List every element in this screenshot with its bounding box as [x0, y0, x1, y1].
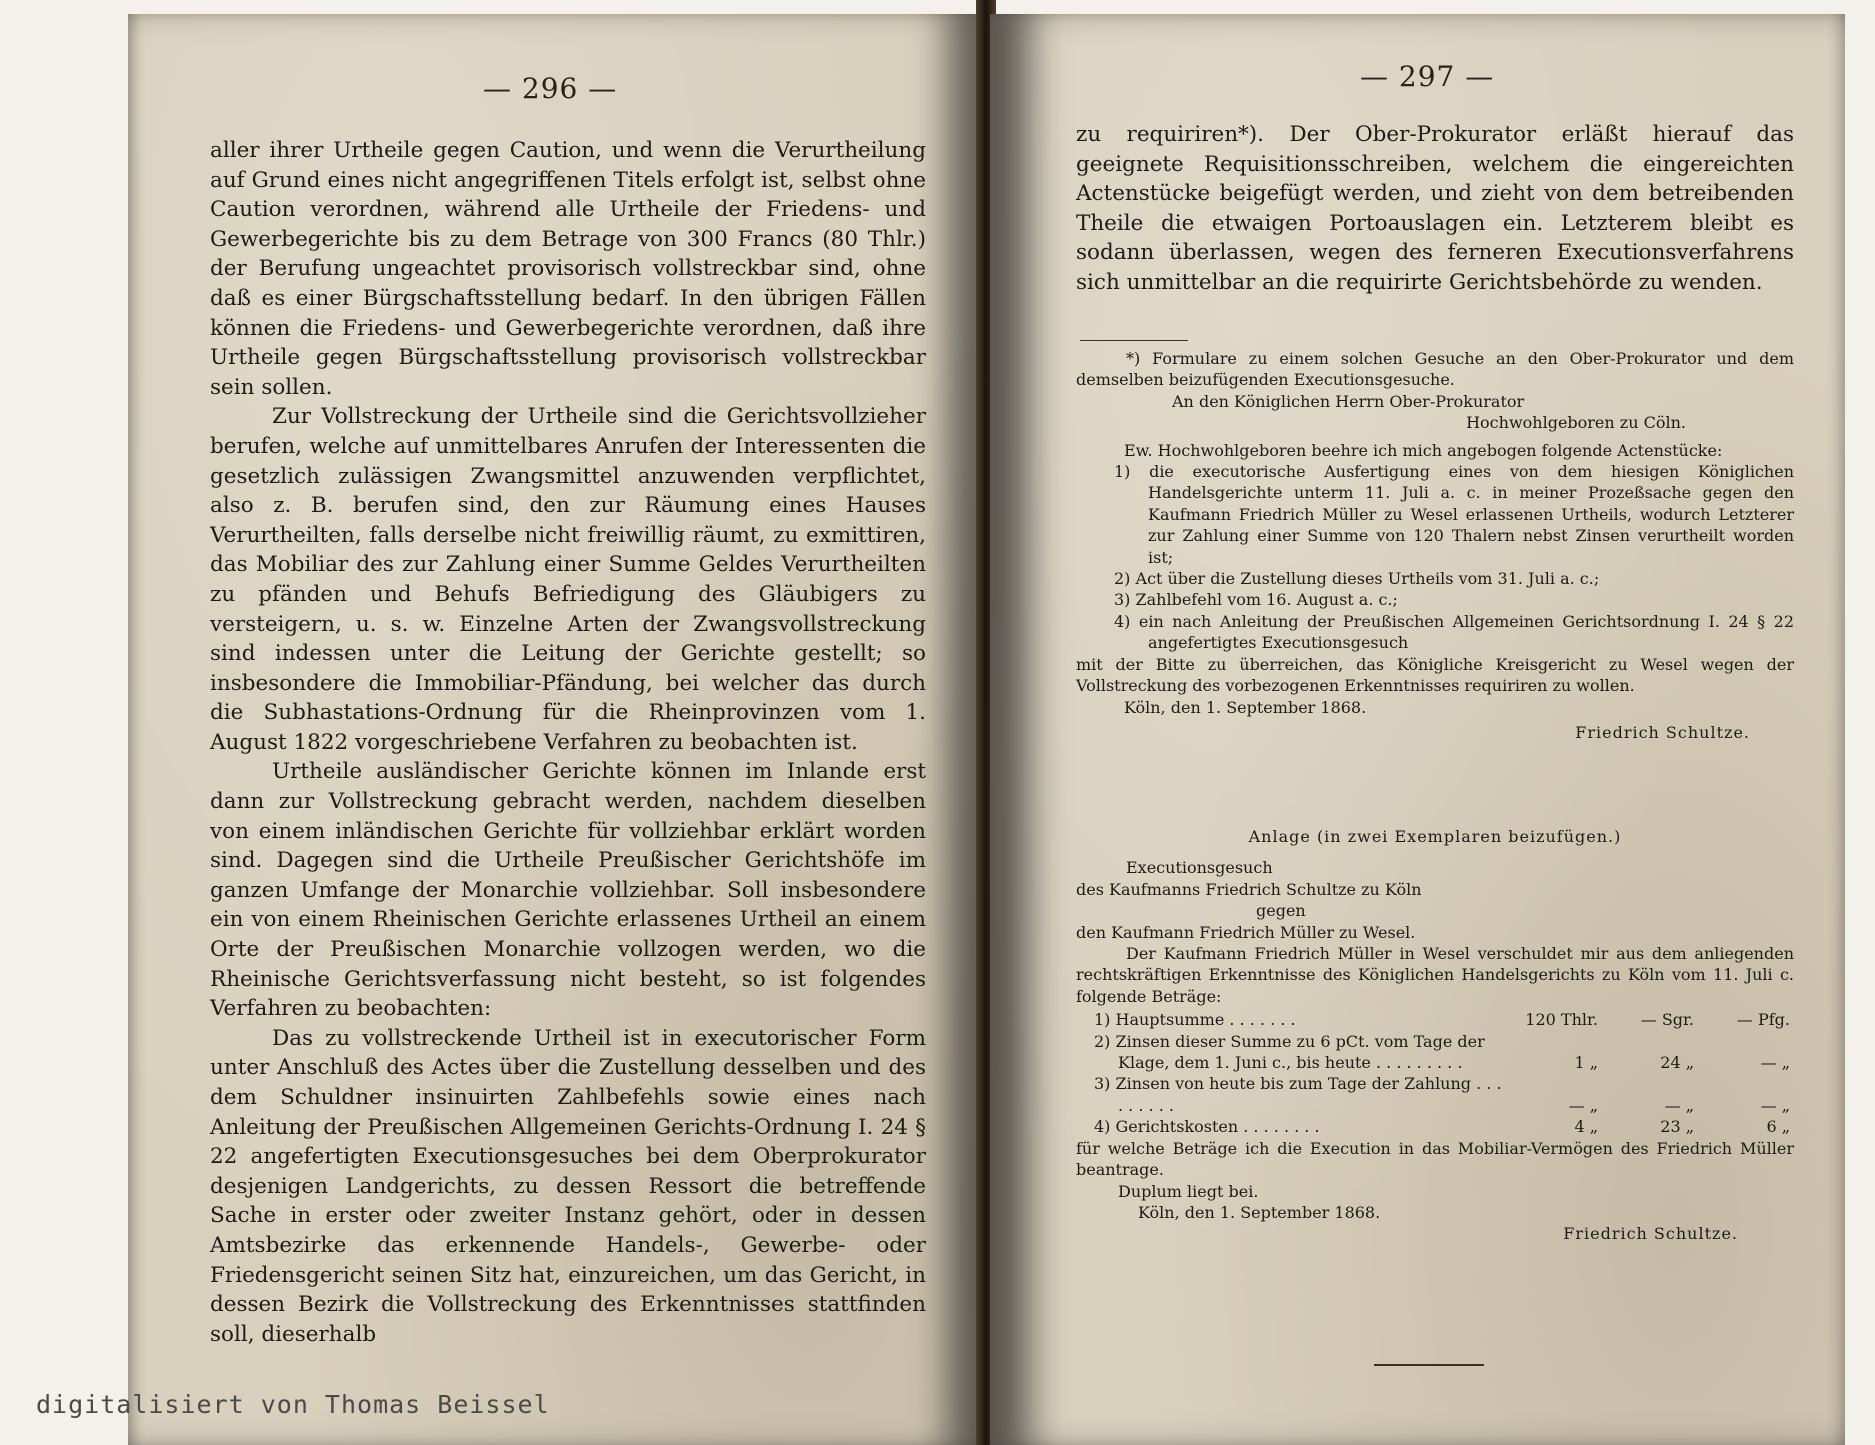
- annex-duplicate-note: Duplum liegt bei.: [1118, 1181, 1259, 1201]
- amount-thaler: 4 „: [1574, 1117, 1598, 1137]
- paragraph-4: Das zu vollstreckende Urtheil ist in executorischer Form unter Anschluß des Actes über die Zustellung desselben und des dem Schuldner insinuirten Zahlbefehls sowie eines nach Anleitung der Preußischen Allgemeinen Gerichts-Ordnung I. 24 § 22 angefertigten Executionsgesuches bei dem Oberprokurator desjenigen Landgerichts, zu dessen Ressort die betreffende Sache in erster oder zweiter Instanz gehört, oder in dessen Amtsbezirke das erkennende Handels-, Gewerbe- oder Friedensgericht seinen Sitz hat, einzureichen, um das Gericht, in dessen Bezirk die Vollstreckung des Erkenntnisses stattfinden soll, dieserhalb: [210, 1025, 926, 1347]
- amount-pfennig: — „: [1760, 1053, 1790, 1073]
- amount-row-label: 3) Zinsen von heute bis zum Tage der Zahlung . . . . . . . . .: [1094, 1074, 1502, 1115]
- footnote: [1076, 348, 1794, 743]
- annex-signature: Friedrich Schultze.: [1563, 1224, 1738, 1244]
- enclosure-item-2: 2) Act über die Zustellung dieses Urtheils vom 31. Juli a. c.;: [1114, 569, 1600, 589]
- amount-thaler: — „: [1568, 1095, 1598, 1115]
- amount-row: [1076, 1073, 1794, 1116]
- amounts-table: [1076, 1009, 1794, 1137]
- amount-thaler: 120 Thlr.: [1525, 1010, 1598, 1030]
- letter-request: mit der Bitte zu überreichen, das Königliche Kreisgericht zu Wesel wegen der Vollstreckung des vorbezogenen Erkenntnisses requiriren zu wollen.: [1076, 654, 1794, 696]
- letter-salutation: Ew. Hochwohlgeboren beehre ich mich angebogen folgende Actenstücke:: [1124, 440, 1723, 460]
- annex-claim: Der Kaufmann Friedrich Müller in Wesel verschuldet mir aus dem anliegenden rechtskräftigen Erkenntnisse des Königlichen Handelsgerichts zu Köln vom 11. Juli c. folgende Beträge:: [1076, 944, 1794, 1006]
- amount-pfennig: — Pfg.: [1736, 1010, 1790, 1030]
- annex-place-date: Köln, den 1. September 1868.: [1138, 1202, 1381, 1222]
- paragraph-1: aller ihrer Urtheile gegen Caution, und wenn die Verurtheilung auf Grund eines nicht angegriffenen Titels erfolgt ist, selbst ohne Caution verordnen, während alle Urtheile der Friedens- und Gewerbegerichte bis zu dem Betrage von 300 Francs (80 Thlr.) der Berufung ungeachtet provisorisch vollstreckbar sind, ohne daß es einer Bürgschaftsstellung bedarf. In den übrigen Fällen können die Friedens- und Gewerbegerichte verordnen, daß ihre Urtheile gegen Bürgschaftsstellung provisorisch vollstreckbar sein sollen.: [210, 138, 926, 400]
- letter-signature: Friedrich Schultze.: [1575, 722, 1750, 742]
- amount-row-label: 4) Gerichtskosten . . . . . . . .: [1094, 1117, 1320, 1137]
- right-page-body: [1076, 120, 1794, 298]
- amount-pfennig: — „: [1760, 1095, 1790, 1115]
- letter-place-date: Köln, den 1. September 1868.: [1124, 697, 1367, 717]
- letter-address-line-2: Hochwohlgeboren zu Cöln.: [1466, 413, 1686, 433]
- closing-rule: [1374, 1364, 1484, 1366]
- page-number-297: — 297 —: [1360, 60, 1495, 93]
- annex-heading-line-4: den Kaufmann Friedrich Müller zu Wesel.: [1076, 922, 1416, 942]
- annex-heading-line-3: gegen: [1256, 901, 1306, 921]
- left-page: [128, 14, 980, 1445]
- digitization-watermark: digitalisiert von Thomas Beissel: [36, 1390, 550, 1419]
- letter-address-line-1: An den Königlichen Herrn Ober-Prokurator: [1172, 391, 1525, 411]
- amount-row-label: 2) Zinsen dieser Summe zu 6 pCt. vom Tage der Klage, dem 1. Juni c., bis heute . . . . . . . . .: [1094, 1031, 1485, 1073]
- enclosure-item-3: 3) Zahlbefehl vom 16. August a. c.;: [1114, 590, 1398, 610]
- annex-form: [1076, 826, 1794, 1245]
- annex-heading-line-2: des Kaufmanns Friedrich Schultze zu Köln: [1076, 879, 1422, 899]
- amount-silbergroschen: — „: [1664, 1095, 1694, 1115]
- page-number-296: — 296 —: [483, 72, 618, 105]
- footnote-rule: [1080, 340, 1188, 341]
- annex-request: für welche Beträge ich die Execution in das Mobiliar-Vermögen des Friedrich Müller beantrage.: [1076, 1138, 1794, 1180]
- annex-heading-line-1: Executionsgesuch: [1126, 858, 1273, 878]
- paragraph-2: Zur Vollstreckung der Urtheile sind die Gerichtsvollzieher berufen, welche auf unmittelbares Anrufen der Interessenten die gesetzlich zulässigen Zwangsmittel anzuwenden verpflichtet, also z. B. berufen sind, den zur Räumung eines Hauses Verurtheilten, falls derselbe nicht freiwillig räumt, zu exmittiren, das Mobiliar des zur Zahlung einer Summe Geldes Verurtheilten zu pfänden und Behufs Befriedigung des Gläubigers zu versteigern, u. s. w. Einzelne Arten der Zwangsvollstreckung sind indessen unter die Leitung der Gerichte gestellt; so insbesondere die Immobiliar-Pfändung, bei welcher das durch die Subhastations-Ordnung für die Rheinprovinzen vom 1. August 1822 vorgeschriebene Verfahren zu beobachten ist.: [210, 404, 926, 755]
- enclosure-item-4: 4) ein nach Anleitung der Preußischen Allgemeinen Gerichtsordnung I. 24 § 22 angefertigtes Executionsgesuch: [1114, 611, 1794, 653]
- amount-row: [1076, 1031, 1794, 1074]
- continuation-paragraph: zu requiriren*). Der Ober-Prokurator erläßt hierauf das geeignete Requisitionsschreiben, welchem die eingereichten Actenstücke beigefügt werden, und zieht von dem betreibenden Theile die etwaigen Portoauslagen ein. Letzterem bleibt es sodann überlassen, wegen des ferneren Executionsverfahrens sich unmittelbar an die requirirte Gerichtsbehörde zu wenden.: [1076, 122, 1794, 295]
- amount-row: [1076, 1009, 1794, 1030]
- paragraph-3: Urtheile ausländischer Gerichte können im Inlande erst dann zur Vollstreckung gebracht werden, nachdem dieselben von einem inländischen Gerichte für vollziehbar erklärt worden sind. Dagegen sind die Urtheile Preußischer Gerichtshöfe im ganzen Umfange der Monarchie vollziehbar. Soll insbesondere ein von einem Rheinischen Gerichte erlassenes Urtheil an einem Orte der Preußischen Monarchie vollzogen werden, wo die Rheinische Gerichtsverfassung nicht besteht, so ist folgendes Verfahren zu beobachten:: [210, 759, 926, 1022]
- amount-silbergroschen: 23 „: [1660, 1117, 1694, 1137]
- amount-pfennig: 6 „: [1766, 1117, 1790, 1137]
- enclosure-item-1: 1) die executorische Ausfertigung eines von dem hiesigen Königlichen Handelsgerichte unterm 11. Juli a. c. in meiner Prozeßsache gegen den Kaufmann Friedrich Müller zu Wesel erlassenen Urtheils, wodurch Letzterer zur Zahlung einer Summe von 120 Thalern nebst Zinsen verurtheilt worden ist;: [1114, 462, 1794, 567]
- amount-silbergroschen: — Sgr.: [1640, 1010, 1694, 1030]
- annex-title: Anlage (in zwei Exemplaren beizufügen.): [1248, 827, 1622, 846]
- amount-row: [1076, 1116, 1794, 1137]
- footnote-intro: *) Formulare zu einem solchen Gesuche an den Ober-Prokurator und dem demselben beizufügenden Executionsgesuche.: [1076, 349, 1794, 390]
- amount-silbergroschen: 24 „: [1660, 1053, 1694, 1073]
- amount-thaler: 1 „: [1574, 1053, 1598, 1073]
- amount-row-label: 1) Hauptsumme . . . . . . .: [1094, 1010, 1296, 1030]
- left-page-body: [210, 136, 926, 1349]
- right-page: [990, 14, 1845, 1445]
